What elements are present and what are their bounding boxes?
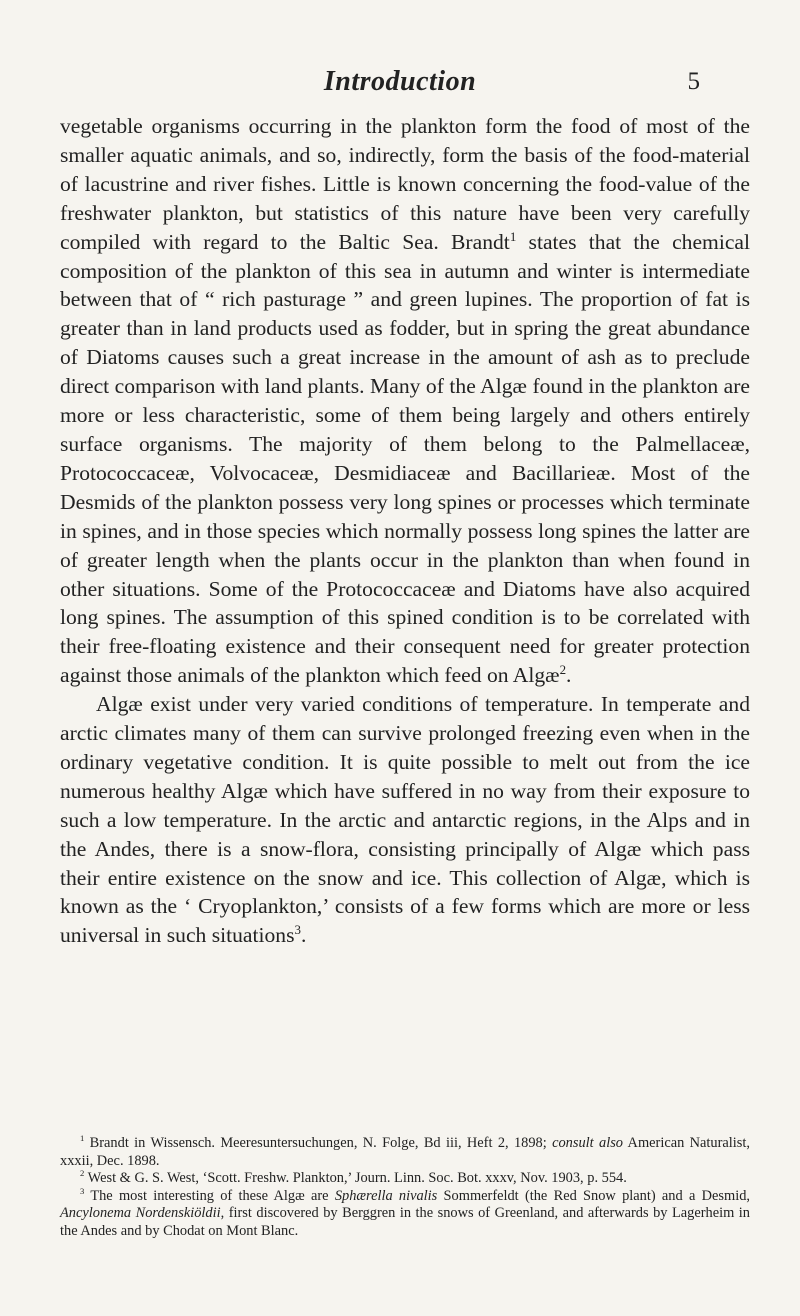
page-number: 5: [687, 68, 700, 95]
footnote-text: West & G. S. West, ‘Scott. Freshw. Plankton,’ Journ. Linn. Soc. Bot. xxxv, Nov. 1903, p. 554.: [84, 1170, 627, 1187]
footnote-text: The most interesting of these Algæ are: [84, 1187, 335, 1204]
paragraph-text: Algæ exist under very varied conditions of temperature. In temperate and arctic climates many of them can survive prolonged freezing even when in the ordinary vegetative condition. It is quite possible to melt out from the ice numerous healthy Algæ which have suffered in no way from their exposure to such a low temperature. In the arctic and antarctic regions, in the Alps and in the Andes, there is a snow-flora, consisting principally of Algæ which pass their entire existence on the snow and ice. This collection of Algæ, which is known as the ‘ Cryoplankton,’ consists of a few forms which are more or less universal in such situations: [60, 692, 750, 948]
footnote-3: [60, 1185, 750, 1241]
running-title: Introduction: [323, 66, 477, 97]
footnote-ref: 2: [559, 662, 567, 678]
footnote-text-italic: consult also: [552, 1135, 623, 1151]
body-text: [60, 112, 750, 950]
footnotes: [60, 1135, 750, 1241]
paragraph-text: vegetable organisms occurring in the plankton form the food of most of the smaller aquatic animals, and so, indirectly, form the basis of the food-material of lacustrine and river fishes. Little is known concerning the food-value of the freshwater plankton, but statistics of this nature have been very carefully compiled with regard to the Baltic Sea. Brandt: [60, 114, 750, 254]
footnote-1: [60, 1135, 750, 1170]
footnote-2: [60, 1170, 750, 1188]
paragraph: [60, 112, 750, 690]
footnote-ref: 1: [509, 228, 517, 244]
paragraph-text: .: [301, 923, 307, 948]
footnote-text: Sommerfeldt (the Red Snow plant) and a Desmid,: [437, 1187, 750, 1204]
footnote-number: 1: [80, 1133, 85, 1144]
footnote-text: , first discovered by Berggren in the snows of Greenland, and afterwards by Lagerheim in the Andes and by Chodat on Mont Blanc.: [60, 1205, 750, 1239]
footnote-text: American Naturalist, xxxii, Dec. 1898.: [60, 1135, 750, 1169]
paragraph: [60, 690, 750, 950]
running-head: [0, 66, 800, 110]
footnote-text: Brandt in Wissensch. Meeresuntersuchungen, N. Folge, Bd iii, Heft 2, 1898;: [84, 1135, 553, 1151]
footnote-ref: 3: [294, 922, 301, 938]
paragraph-text: states that the chemical composition of the plankton of this sea in autumn and winter is intermediate between that of “ rich pasturage ” and green lupines. The proportion of fat is greater than in land products used as fodder, but in spring the great abundance of Diatoms causes such a great increase in the amount of ash as to preclude direct comparison with land plants. Many of the Algæ found in the plankton are more or less characteristic, some of them being largely and others entirely surface organisms. The majority of them belong to the Palmellaceæ, Protococcaceæ, Volvocaceæ, Desmidiaceæ and Bacillarieæ. Most of the Desmids of the plankton possess very long spines or processes which terminate in spines, and in those species which normally possess long spines the latter are of greater length when the plants occur in the plankton than when found in other situations. Some of the Protococcaceæ and Diatoms have also acquired long spines. The assumption of this spined condition is to be correlated with their free-floating existence and their consequent need for greater protection against those animals of the plankton which feed on Algæ: [60, 229, 750, 688]
footnote-number: 3: [80, 1185, 85, 1196]
paragraph-text: .: [566, 663, 572, 688]
footnote-number: 2: [80, 1168, 85, 1179]
species-name: Ancylonema Nordenskiöldii: [60, 1205, 221, 1222]
species-name: Sphærella nivalis: [334, 1187, 438, 1204]
